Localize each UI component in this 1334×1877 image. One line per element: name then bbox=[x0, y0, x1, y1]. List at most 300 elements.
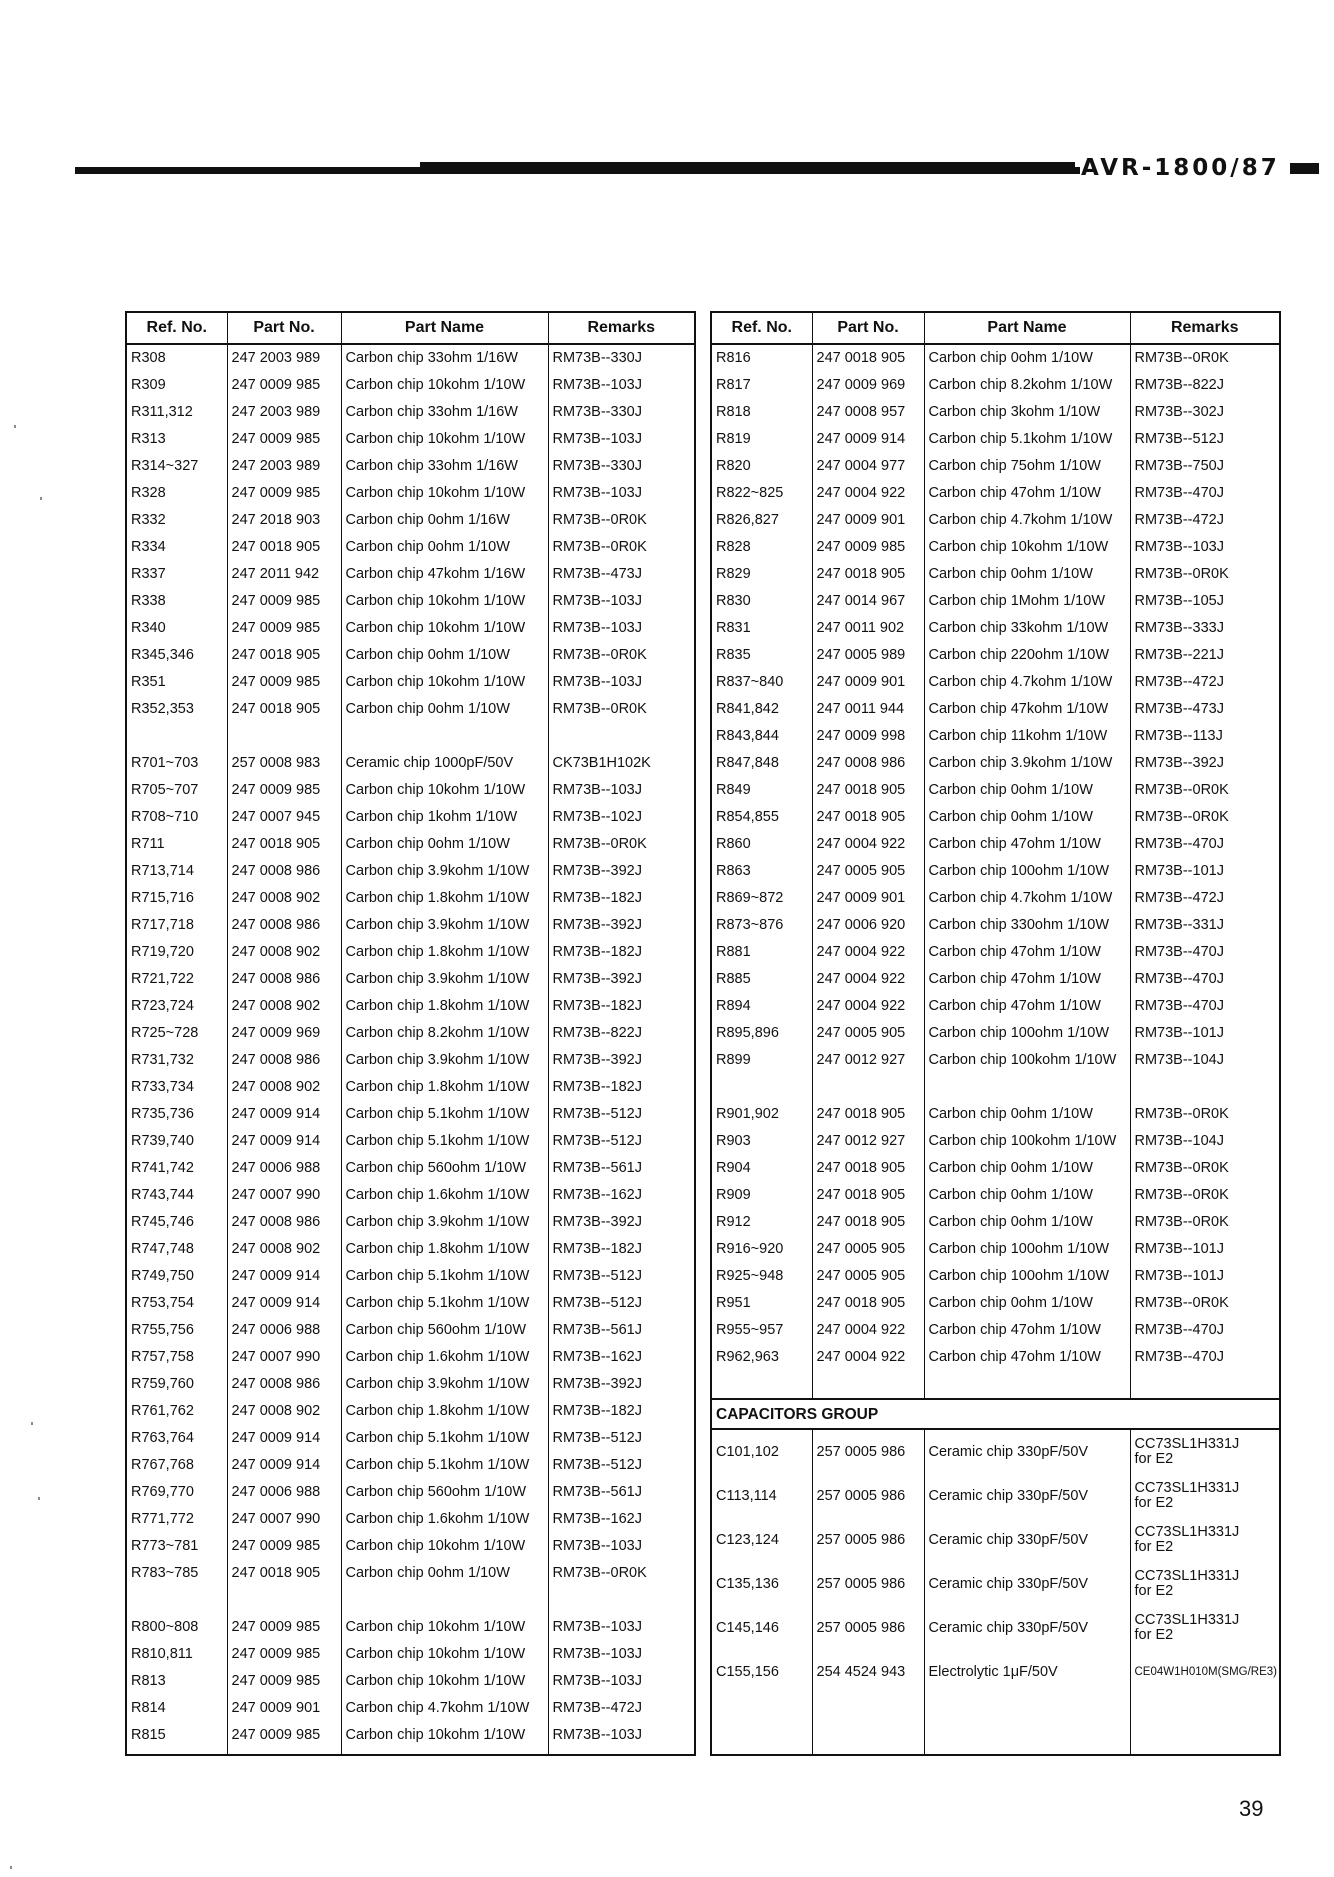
remarks-cell: RM73B--103J bbox=[548, 1668, 695, 1695]
part-name-cell: Carbon chip 10kohm 1/10W bbox=[341, 1614, 548, 1641]
part-no-cell: 247 0008 902 bbox=[227, 885, 341, 912]
table-row bbox=[126, 615, 695, 642]
part-name-cell: Ceramic chip 330pF/50V bbox=[924, 1606, 1130, 1650]
remarks-cell bbox=[1130, 1650, 1280, 1694]
remarks-cell: RM73B--472J bbox=[1130, 669, 1280, 696]
remarks-cell: RM73B--512J bbox=[1130, 426, 1280, 453]
ref-no-cell: R721,722 bbox=[131, 971, 194, 987]
table-row bbox=[126, 993, 695, 1020]
part-name-cell: Carbon chip 1.8kohm 1/10W bbox=[341, 885, 548, 912]
table-row bbox=[711, 1128, 1280, 1155]
remarks-cell: RM73B--822J bbox=[548, 1020, 695, 1047]
header-rule-left-thick bbox=[420, 162, 1075, 174]
ref-no-cell: R830 bbox=[716, 593, 751, 609]
part-name-cell: Carbon chip 1.8kohm 1/10W bbox=[341, 1074, 548, 1101]
ref-no-cell: C101,102 bbox=[716, 1443, 779, 1460]
ref-no-cell: R903 bbox=[716, 1133, 751, 1149]
remarks-note: for E2 bbox=[1134, 1539, 1174, 1555]
col-header-part-name: Part Name bbox=[341, 312, 548, 344]
table-row bbox=[126, 831, 695, 858]
remarks-cell: RM73B--472J bbox=[1130, 507, 1280, 534]
table-row bbox=[711, 939, 1280, 966]
empty-cell bbox=[924, 1694, 1130, 1755]
ref-no-cell: R717,718 bbox=[131, 917, 194, 933]
table-row bbox=[711, 642, 1280, 669]
part-no-cell: 247 0018 905 bbox=[227, 534, 341, 561]
part-no-cell bbox=[812, 1371, 924, 1399]
remarks-note: for E2 bbox=[1134, 1627, 1174, 1643]
ref-no-cell: R334 bbox=[131, 539, 166, 555]
part-name-cell: Carbon chip 5.1kohm 1/10W bbox=[341, 1452, 548, 1479]
ref-no-cell: R835 bbox=[716, 647, 751, 663]
remarks-cell: RM73B--103J bbox=[548, 615, 695, 642]
ref-no-cell: R813 bbox=[131, 1673, 166, 1689]
ref-no-cell: R817 bbox=[716, 377, 751, 393]
remarks-cell: RM73B--162J bbox=[548, 1344, 695, 1371]
part-no-cell: 247 0018 905 bbox=[812, 1101, 924, 1128]
part-name-cell: Carbon chip 1kohm 1/10W bbox=[341, 804, 548, 831]
table-row bbox=[711, 804, 1280, 831]
part-name-cell: Carbon chip 0ohm 1/10W bbox=[924, 1209, 1130, 1236]
part-no-cell: 247 2003 989 bbox=[227, 399, 341, 426]
ref-no-cell: R829 bbox=[716, 566, 751, 582]
remarks-cell: RM73B--470J bbox=[1130, 1344, 1280, 1371]
part-name-cell bbox=[341, 1587, 548, 1614]
ref-no-cell: C113,114 bbox=[716, 1487, 777, 1504]
ref-no-cell: R723,724 bbox=[131, 998, 194, 1014]
part-name-cell: Carbon chip 560ohm 1/10W bbox=[341, 1317, 548, 1344]
table-row bbox=[126, 1479, 695, 1506]
remarks-cell: RM73B--113J bbox=[1130, 723, 1280, 750]
part-no-cell: 247 0009 914 bbox=[227, 1452, 341, 1479]
part-no-cell: 247 0009 901 bbox=[227, 1695, 341, 1722]
part-name-cell: Carbon chip 0ohm 1/10W bbox=[341, 642, 548, 669]
ref-no-cell: R955~957 bbox=[716, 1322, 784, 1338]
remarks-cell: RM73B--101J bbox=[1130, 1263, 1280, 1290]
ref-no-cell: R814 bbox=[131, 1700, 166, 1716]
table-row bbox=[711, 480, 1280, 507]
remarks-cell: RM73B--512J bbox=[548, 1128, 695, 1155]
part-name-cell: Carbon chip 0ohm 1/16W bbox=[341, 507, 548, 534]
table-filler-row bbox=[711, 1694, 1280, 1755]
table-row bbox=[126, 1398, 695, 1425]
table-row bbox=[711, 723, 1280, 750]
ref-no-cell: C123,124 bbox=[716, 1531, 779, 1548]
ref-no-cell: R745,746 bbox=[131, 1214, 194, 1230]
part-name-cell: Carbon chip 75ohm 1/10W bbox=[924, 453, 1130, 480]
remarks-cell: RM73B--330J bbox=[548, 344, 695, 372]
table-row bbox=[711, 453, 1280, 480]
part-no-cell: 257 0005 986 bbox=[812, 1474, 924, 1518]
group-label: CAPACITORS GROUP bbox=[711, 1399, 1280, 1429]
ref-no-cell: R332 bbox=[131, 512, 166, 528]
part-name-cell: Carbon chip 10kohm 1/10W bbox=[341, 588, 548, 615]
remarks-cell: RM73B--0R0K bbox=[1130, 1182, 1280, 1209]
table-row bbox=[711, 372, 1280, 399]
remarks-cell: RM73B--0R0K bbox=[1130, 1209, 1280, 1236]
ref-no-cell: R338 bbox=[131, 593, 166, 609]
part-name-cell: Carbon chip 0ohm 1/10W bbox=[924, 1155, 1130, 1182]
part-no-cell: 247 0009 985 bbox=[227, 1533, 341, 1560]
ref-no-cell bbox=[711, 1074, 812, 1101]
remarks-cell: RM73B--101J bbox=[1130, 1236, 1280, 1263]
ref-no-cell: R761,762 bbox=[131, 1403, 194, 1419]
part-no-cell: 247 0008 902 bbox=[227, 1236, 341, 1263]
empty-cell bbox=[126, 1749, 227, 1755]
part-name-cell: Carbon chip 10kohm 1/10W bbox=[341, 1533, 548, 1560]
table-row bbox=[126, 1128, 695, 1155]
remarks-cell: RM73B--0R0K bbox=[1130, 777, 1280, 804]
part-name-cell: Ceramic chip 1000pF/50V bbox=[341, 750, 548, 777]
part-no-cell: 247 0007 990 bbox=[227, 1182, 341, 1209]
part-name-cell: Carbon chip 47ohm 1/10W bbox=[924, 1317, 1130, 1344]
table-row bbox=[711, 777, 1280, 804]
part-no-cell: 257 0005 986 bbox=[812, 1606, 924, 1650]
ref-no-cell: R715,716 bbox=[131, 890, 194, 906]
part-no-cell: 247 0018 905 bbox=[812, 344, 924, 372]
part-no-cell: 247 0005 989 bbox=[812, 642, 924, 669]
table-row bbox=[126, 1101, 695, 1128]
part-no-cell bbox=[227, 723, 341, 750]
ref-no-cell: R881 bbox=[716, 944, 751, 960]
part-no-cell bbox=[812, 1074, 924, 1101]
ref-no-cell: R731,732 bbox=[131, 1052, 194, 1068]
ref-no-cell: R818 bbox=[716, 404, 751, 420]
ref-no-cell: C155,156 bbox=[716, 1663, 779, 1680]
part-no-cell: 254 4524 943 bbox=[812, 1650, 924, 1694]
table-row bbox=[126, 1452, 695, 1479]
remarks-cell: RM73B--162J bbox=[548, 1506, 695, 1533]
ref-no-cell: R735,736 bbox=[131, 1106, 194, 1122]
part-no-cell: 247 0006 988 bbox=[227, 1317, 341, 1344]
part-no-cell: 247 0011 902 bbox=[812, 615, 924, 642]
table-row bbox=[126, 344, 695, 372]
part-no-cell: 247 0005 905 bbox=[812, 1020, 924, 1047]
table-row bbox=[711, 1290, 1280, 1317]
part-no-cell: 247 2018 903 bbox=[227, 507, 341, 534]
part-name-cell: Ceramic chip 330pF/50V bbox=[924, 1474, 1130, 1518]
part-name-cell: Carbon chip 3.9kohm 1/10W bbox=[341, 1371, 548, 1398]
remarks-cell: RM73B--0R0K bbox=[548, 534, 695, 561]
ref-no-cell: R962,963 bbox=[716, 1349, 779, 1365]
table-row bbox=[126, 1047, 695, 1074]
part-name-cell: Carbon chip 0ohm 1/10W bbox=[341, 831, 548, 858]
ref-no-cell: R841,842 bbox=[716, 701, 779, 717]
table-row bbox=[711, 669, 1280, 696]
part-name-cell: Carbon chip 10kohm 1/10W bbox=[341, 1668, 548, 1695]
table-row bbox=[126, 1182, 695, 1209]
part-no-cell: 247 0009 985 bbox=[227, 426, 341, 453]
part-name-cell: Carbon chip 5.1kohm 1/10W bbox=[924, 426, 1130, 453]
table-row bbox=[126, 723, 695, 750]
remarks-cell: RM73B--392J bbox=[1130, 750, 1280, 777]
part-no-cell: 247 0008 957 bbox=[812, 399, 924, 426]
part-no-cell: 247 0009 914 bbox=[227, 1263, 341, 1290]
ref-no-cell: R759,760 bbox=[131, 1376, 194, 1392]
part-no-cell: 247 0008 986 bbox=[227, 1209, 341, 1236]
ref-no-cell: R701~703 bbox=[131, 755, 199, 771]
remarks-cell: RM73B--0R0K bbox=[548, 696, 695, 723]
part-name-cell: Carbon chip 10kohm 1/10W bbox=[341, 426, 548, 453]
col-header-ref-no: Ref. No. bbox=[711, 312, 812, 344]
part-no-cell: 257 0005 986 bbox=[812, 1518, 924, 1562]
table-row bbox=[126, 426, 695, 453]
remarks-cell: RM73B--0R0K bbox=[1130, 344, 1280, 372]
part-name-cell: Carbon chip 1.6kohm 1/10W bbox=[341, 1506, 548, 1533]
part-name-cell: Carbon chip 5.1kohm 1/10W bbox=[341, 1128, 548, 1155]
part-no-cell: 247 0009 901 bbox=[812, 669, 924, 696]
ref-no-cell: R733,734 bbox=[131, 1079, 194, 1095]
scan-speck bbox=[10, 1866, 12, 1869]
ref-no-cell: R854,855 bbox=[716, 809, 779, 825]
part-name-cell bbox=[924, 1074, 1130, 1101]
part-name-cell: Carbon chip 100kohm 1/10W bbox=[924, 1047, 1130, 1074]
part-no-cell: 247 0004 922 bbox=[812, 993, 924, 1020]
remarks-cell: RM73B--103J bbox=[548, 588, 695, 615]
part-name-cell: Carbon chip 100ohm 1/10W bbox=[924, 1020, 1130, 1047]
remarks-cell: RM73B--221J bbox=[1130, 642, 1280, 669]
part-no-cell: 247 0009 985 bbox=[227, 372, 341, 399]
part-no-cell: 247 0018 905 bbox=[227, 831, 341, 858]
ref-no-cell: R753,754 bbox=[131, 1295, 194, 1311]
remarks-code: CC73SL1H331J bbox=[1134, 1436, 1240, 1452]
ref-no-cell: R843,844 bbox=[716, 728, 779, 744]
part-name-cell: Carbon chip 1.6kohm 1/10W bbox=[341, 1182, 548, 1209]
part-name-cell: Carbon chip 47ohm 1/10W bbox=[924, 1344, 1130, 1371]
part-name-cell: Carbon chip 100ohm 1/10W bbox=[924, 858, 1130, 885]
remarks-cell: RM73B--162J bbox=[548, 1182, 695, 1209]
ref-no-cell: R773~781 bbox=[131, 1538, 199, 1554]
ref-no-cell: R314~327 bbox=[131, 458, 199, 474]
part-no-cell: 247 0018 905 bbox=[227, 642, 341, 669]
ref-no-cell: R345,346 bbox=[131, 647, 194, 663]
table-header-row bbox=[126, 312, 695, 344]
part-no-cell: 247 0004 922 bbox=[812, 1317, 924, 1344]
part-no-cell: 247 0009 914 bbox=[227, 1101, 341, 1128]
table-row bbox=[711, 1650, 1280, 1694]
table-row bbox=[711, 885, 1280, 912]
remarks-cell: RM73B--104J bbox=[1130, 1047, 1280, 1074]
remarks-code: CC73SL1H331J bbox=[1134, 1568, 1240, 1584]
ref-no-cell: R925~948 bbox=[716, 1268, 784, 1284]
part-name-cell: Carbon chip 1Mohm 1/10W bbox=[924, 588, 1130, 615]
remarks-cell: CK73B1H102K bbox=[548, 750, 695, 777]
ref-no-cell: R816 bbox=[716, 350, 751, 366]
table-row bbox=[711, 912, 1280, 939]
remarks-cell: RM73B--103J bbox=[548, 372, 695, 399]
part-no-cell: 247 0009 985 bbox=[227, 669, 341, 696]
part-name-cell: Carbon chip 10kohm 1/10W bbox=[341, 615, 548, 642]
part-no-cell: 247 0009 985 bbox=[227, 615, 341, 642]
table-row bbox=[126, 858, 695, 885]
ref-no-cell: R847,848 bbox=[716, 755, 779, 771]
scan-speck bbox=[31, 1422, 33, 1425]
ref-no-cell: R869~872 bbox=[716, 890, 784, 906]
remarks-cell: RM73B--182J bbox=[548, 885, 695, 912]
remarks-cell: RM73B--0R0K bbox=[1130, 1155, 1280, 1182]
remarks-cell: RM73B--101J bbox=[1130, 1020, 1280, 1047]
part-no-cell: 247 0008 986 bbox=[227, 912, 341, 939]
remarks-cell bbox=[1130, 1562, 1280, 1606]
empty-cell bbox=[548, 1749, 695, 1755]
ref-no-cell: R822~825 bbox=[716, 485, 784, 501]
part-name-cell: Carbon chip 0ohm 1/10W bbox=[924, 1182, 1130, 1209]
scan-speck bbox=[40, 497, 42, 500]
empty-cell bbox=[812, 1694, 924, 1755]
ref-no-cell: R337 bbox=[131, 566, 166, 582]
col-header-part-no: Part No. bbox=[812, 312, 924, 344]
remarks-cell: RM73B--561J bbox=[548, 1155, 695, 1182]
remarks-cell: RM73B--103J bbox=[548, 1614, 695, 1641]
part-no-cell: 247 0008 986 bbox=[227, 1047, 341, 1074]
table-row bbox=[711, 993, 1280, 1020]
table-row bbox=[126, 912, 695, 939]
part-no-cell: 247 0009 985 bbox=[812, 534, 924, 561]
table-row bbox=[126, 561, 695, 588]
part-no-cell: 257 0005 986 bbox=[812, 1429, 924, 1474]
table-row bbox=[711, 1562, 1280, 1606]
ref-no-cell: R783~785 bbox=[131, 1565, 199, 1581]
remarks-cell: RM73B--103J bbox=[548, 1722, 695, 1749]
remarks-cell: RM73B--0R0K bbox=[548, 831, 695, 858]
table-row bbox=[126, 1209, 695, 1236]
ref-no-cell: R763,764 bbox=[131, 1430, 194, 1446]
part-name-cell: Carbon chip 47ohm 1/10W bbox=[924, 993, 1130, 1020]
part-no-cell bbox=[227, 1587, 341, 1614]
table-row bbox=[711, 831, 1280, 858]
col-header-remarks: Remarks bbox=[548, 312, 695, 344]
ref-no-cell: R711 bbox=[131, 836, 165, 852]
remarks-cell: RM73B--182J bbox=[548, 1074, 695, 1101]
ref-no-cell: R741,742 bbox=[131, 1160, 194, 1176]
part-no-cell: 247 0004 922 bbox=[812, 939, 924, 966]
remarks-cell: RM73B--0R0K bbox=[548, 642, 695, 669]
part-name-cell: Carbon chip 3.9kohm 1/10W bbox=[341, 1047, 548, 1074]
table-row bbox=[126, 696, 695, 723]
part-name-cell: Carbon chip 3.9kohm 1/10W bbox=[924, 750, 1130, 777]
table-row bbox=[126, 966, 695, 993]
part-name-cell: Carbon chip 47ohm 1/10W bbox=[924, 480, 1130, 507]
part-name-cell: Carbon chip 33ohm 1/16W bbox=[341, 399, 548, 426]
empty-cell bbox=[1130, 1694, 1280, 1755]
part-name-cell: Carbon chip 3.9kohm 1/10W bbox=[341, 912, 548, 939]
ref-no-cell: R708~710 bbox=[131, 809, 199, 825]
table-row bbox=[711, 1020, 1280, 1047]
table-row bbox=[711, 1236, 1280, 1263]
table-row bbox=[711, 399, 1280, 426]
part-name-cell: Carbon chip 47kohm 1/10W bbox=[924, 696, 1130, 723]
remarks-cell bbox=[1130, 1074, 1280, 1101]
table-row bbox=[711, 534, 1280, 561]
part-name-cell: Carbon chip 1.8kohm 1/10W bbox=[341, 1398, 548, 1425]
remarks-cell: RM73B--470J bbox=[1130, 939, 1280, 966]
ref-no-cell: R899 bbox=[716, 1052, 751, 1068]
remarks-cell bbox=[548, 723, 695, 750]
remarks-code: CC73SL1H331J bbox=[1134, 1480, 1240, 1496]
ref-no-cell: R739,740 bbox=[131, 1133, 194, 1149]
part-name-cell: Carbon chip 330ohm 1/10W bbox=[924, 912, 1130, 939]
remarks-cell: RM73B--103J bbox=[548, 1641, 695, 1668]
ref-no-cell: R810,811 bbox=[131, 1646, 193, 1662]
remarks-cell: RM73B--0R0K bbox=[1130, 1290, 1280, 1317]
ref-no-cell: R328 bbox=[131, 485, 166, 501]
ref-no-cell: C135,136 bbox=[716, 1575, 779, 1592]
part-no-cell: 247 0004 922 bbox=[812, 1344, 924, 1371]
remarks-cell: RM73B--750J bbox=[1130, 453, 1280, 480]
ref-no-cell: R873~876 bbox=[716, 917, 784, 933]
remarks-cell: RM73B--182J bbox=[548, 1398, 695, 1425]
part-name-cell: Carbon chip 560ohm 1/10W bbox=[341, 1479, 548, 1506]
part-name-cell: Carbon chip 5.1kohm 1/10W bbox=[341, 1101, 548, 1128]
remarks-cell: RM73B--105J bbox=[1130, 588, 1280, 615]
part-name-cell: Carbon chip 1.8kohm 1/10W bbox=[341, 993, 548, 1020]
part-no-cell: 257 0008 983 bbox=[227, 750, 341, 777]
part-name-cell: Carbon chip 0ohm 1/10W bbox=[924, 561, 1130, 588]
part-name-cell: Carbon chip 0ohm 1/10W bbox=[341, 534, 548, 561]
empty-cell bbox=[341, 1749, 548, 1755]
part-no-cell: 247 0012 927 bbox=[812, 1047, 924, 1074]
scan-speck bbox=[38, 1497, 40, 1500]
part-no-cell: 247 0006 988 bbox=[227, 1479, 341, 1506]
remarks-cell: RM73B--392J bbox=[548, 1209, 695, 1236]
table-row bbox=[711, 1263, 1280, 1290]
table-row bbox=[126, 534, 695, 561]
table-row bbox=[126, 1668, 695, 1695]
ref-no-cell: R837~840 bbox=[716, 674, 784, 690]
part-name-cell: Carbon chip 47ohm 1/10W bbox=[924, 966, 1130, 993]
remarks-cell: RM73B--0R0K bbox=[1130, 561, 1280, 588]
table-row bbox=[126, 1425, 695, 1452]
ref-no-cell: R849 bbox=[716, 782, 751, 798]
part-no-cell: 247 0009 901 bbox=[812, 507, 924, 534]
part-name-cell: Carbon chip 33ohm 1/16W bbox=[341, 344, 548, 372]
part-no-cell: 247 0012 927 bbox=[812, 1128, 924, 1155]
remarks-cell: RM73B--182J bbox=[548, 1236, 695, 1263]
ref-no-cell: R826,827 bbox=[716, 512, 779, 528]
part-no-cell: 247 0008 902 bbox=[227, 993, 341, 1020]
part-name-cell: Carbon chip 0ohm 1/10W bbox=[924, 344, 1130, 372]
table-row bbox=[711, 966, 1280, 993]
ref-no-cell: R904 bbox=[716, 1160, 751, 1176]
table-row bbox=[126, 750, 695, 777]
remarks-code: CC73SL1H331J bbox=[1134, 1612, 1240, 1628]
remarks-cell: RM73B--330J bbox=[548, 399, 695, 426]
table-row bbox=[711, 507, 1280, 534]
part-no-cell: 247 0009 914 bbox=[812, 426, 924, 453]
part-no-cell: 247 0008 902 bbox=[227, 939, 341, 966]
part-name-cell: Carbon chip 5.1kohm 1/10W bbox=[341, 1263, 548, 1290]
remarks-cell: RM73B--103J bbox=[548, 480, 695, 507]
part-name-cell: Carbon chip 3.9kohm 1/10W bbox=[341, 858, 548, 885]
remarks-cell: RM73B--0R0K bbox=[1130, 1101, 1280, 1128]
remarks-cell: RM73B--331J bbox=[1130, 912, 1280, 939]
table-row bbox=[711, 750, 1280, 777]
remarks-cell: RM73B--392J bbox=[548, 858, 695, 885]
remarks-cell: RM73B--472J bbox=[1130, 885, 1280, 912]
part-no-cell: 247 0018 905 bbox=[812, 1209, 924, 1236]
empty-cell bbox=[227, 1749, 341, 1755]
ref-no-cell: C145,146 bbox=[716, 1619, 779, 1636]
table-row bbox=[126, 399, 695, 426]
remarks-cell: RM73B--302J bbox=[1130, 399, 1280, 426]
part-name-cell: Carbon chip 3kohm 1/10W bbox=[924, 399, 1130, 426]
part-no-cell: 247 0009 985 bbox=[227, 777, 341, 804]
part-no-cell: 247 0014 967 bbox=[812, 588, 924, 615]
part-name-cell: Carbon chip 4.7kohm 1/10W bbox=[924, 885, 1130, 912]
part-no-cell: 247 0009 985 bbox=[227, 1641, 341, 1668]
table-row bbox=[711, 561, 1280, 588]
remarks-cell bbox=[1130, 1474, 1280, 1518]
